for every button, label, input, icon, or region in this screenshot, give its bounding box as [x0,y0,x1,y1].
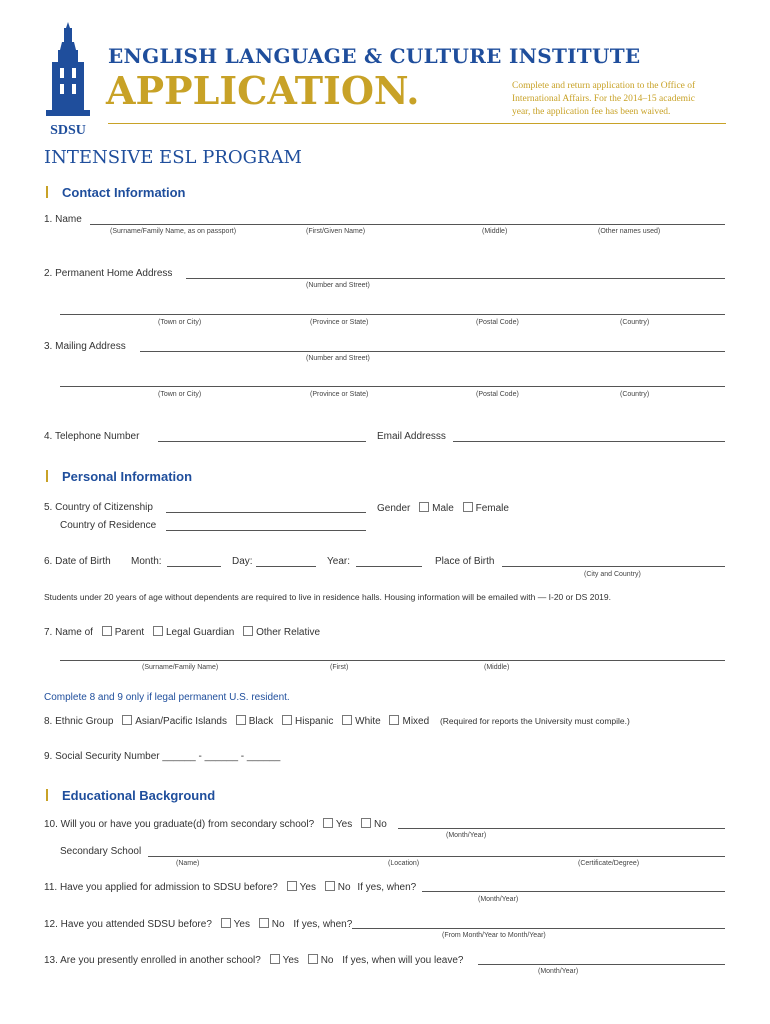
q13-no-checkbox[interactable] [308,954,318,964]
housing-note: Students under 20 years of age without dependents are required to live in residence halls. Housing information will be emailed with — I-20 or DS 2019. [44,592,611,602]
no-label: No [320,955,334,966]
mailing-address-field[interactable] [140,351,725,352]
ethnic-label: 8. Ethnic Group [44,716,114,727]
q10-group [44,818,387,830]
mailing-address-field-2[interactable] [60,386,725,387]
program-title: INTENSIVE ESL PROGRAM [44,147,302,168]
sub-label: (Province or State) [310,391,369,398]
option-label: Mixed [402,716,430,727]
q11-no-checkbox[interactable] [325,881,335,891]
when-label: If yes, when? [357,882,417,893]
relative-group [44,626,320,638]
sub-label: (Postal Code) [476,391,519,398]
sub-label: (First/Given Name) [306,228,366,235]
white-checkbox[interactable] [342,715,352,725]
sub-label: (Month/Year) [538,968,579,975]
sub-label: (Country) [620,391,650,398]
q13-yes-checkbox[interactable] [270,954,280,964]
application-title: APPLICATION. [106,68,420,113]
yes-label: Yes [233,919,250,930]
header-note: Complete and return application to the Office of International Affairs. For the 2014–15 academic year, the application fee has been waived. [512,81,696,117]
sub-label: (Location) [388,860,420,867]
section-bar [46,789,48,801]
female-label: Female [475,503,509,514]
ethnic-group [44,715,630,727]
sub-label: (Town or City) [158,319,202,326]
sub-label: (Middle) [484,664,510,671]
residence-field[interactable] [166,530,366,531]
q12-group [44,918,352,930]
sub-label: (Certificate/Degree) [578,860,640,867]
other-relative-label: Other Relative [256,627,321,638]
yes-label: Yes [335,819,353,830]
month-label: Month: [131,556,162,567]
place-of-birth-label: Place of Birth [435,556,495,567]
resident-note: Complete 8 and 9 only if legal permanent U.S. resident. [44,692,290,703]
black-checkbox[interactable] [236,715,246,725]
dob-label: 6. Date of Birth [44,556,111,567]
mailing-address-label: 3. Mailing Address [44,341,126,352]
sub-label: (Middle) [482,228,508,235]
male-checkbox[interactable] [419,502,429,512]
relative-name-field[interactable] [60,660,725,661]
sub-label: (Town or City) [158,391,202,398]
q10-yes-checkbox[interactable] [323,818,333,828]
ethnic-note: (Required for reports the University must compile.) [439,716,630,726]
secondary-school-label: Secondary School [60,846,142,857]
no-label: No [271,919,285,930]
month-field[interactable] [167,566,221,567]
institute-title: ENGLISH LANGUAGE & CULTURE INSTITUTE [108,44,641,68]
secondary-school-field[interactable] [148,856,725,857]
sub-label: (City and Country) [584,571,641,578]
citizenship-label: 5. Country of Citizenship [44,502,153,513]
home-address-field[interactable] [186,278,725,279]
q10-label: 10. Will you or have you graduate(d) from secondary school? [44,819,315,830]
year-label: Year: [327,556,350,567]
q11-label: 11. Have you applied for admission to SDSU before? [44,882,278,893]
sub-label: (Name) [176,860,200,867]
sub-label: (Surname/Family Name) [142,664,219,671]
sub-label: (Postal Code) [476,319,519,326]
yes-label: Yes [282,955,299,966]
place-of-birth-field[interactable] [502,566,725,567]
yes-label: Yes [299,882,316,893]
q11-yes-checkbox[interactable] [287,881,297,891]
name-label: 1. Name [44,214,82,225]
option-label: Asian/Pacific Islands [135,716,227,727]
sub-label: (First) [330,664,349,671]
gender-label: Gender [377,503,411,514]
q10-no-checkbox[interactable] [361,818,371,828]
asian-checkbox[interactable] [122,715,132,725]
legal-guardian-label: Legal Guardian [165,627,235,638]
q13-group [44,954,463,966]
citizenship-field[interactable] [166,512,366,513]
sub-label: (Number and Street) [306,355,370,362]
name-of-label: 7. Name of [44,627,93,638]
mixed-checkbox[interactable] [389,715,399,725]
section-bar [46,470,48,482]
home-address-label: 2. Permanent Home Address [44,268,173,279]
sdsu-logo [40,22,96,138]
logo-text: SDSU [50,123,86,138]
q12-yes-checkbox[interactable] [221,918,231,928]
sub-label: (Country) [620,319,650,326]
q12-field[interactable] [352,928,725,929]
section-bar [46,186,48,198]
sub-label: (Surname/Family Name, as on passport) [110,228,237,235]
section-personal: Personal Information [62,469,193,484]
name-field[interactable] [90,224,725,225]
email-label: Email Addresss [377,431,446,442]
residence-label: Country of Residence [60,520,157,531]
telephone-label: 4. Telephone Number [44,431,140,442]
q13-field[interactable] [478,964,725,965]
sub-label: (Province or State) [310,319,369,326]
q11-field[interactable] [422,891,725,892]
sub-label: (Other names used) [598,228,661,235]
male-label: Male [432,503,454,514]
hispanic-checkbox[interactable] [282,715,292,725]
sub-label: (Number and Street) [306,282,370,289]
gender-group [377,502,509,514]
parent-checkbox[interactable] [102,626,112,636]
female-checkbox[interactable] [463,502,473,512]
q11-group [44,881,416,893]
when-label: If yes, when? [293,919,353,930]
legal-guardian-checkbox[interactable] [153,626,163,636]
option-label: Hispanic [295,716,334,727]
q13-label: 13. Are you presently enrolled in another school? [44,955,261,966]
sub-label: (From Month/Year to Month/Year) [442,932,546,939]
tower-icon [40,22,96,118]
no-label: No [337,882,351,893]
sub-label: (Month/Year) [446,832,487,839]
home-address-field-2[interactable] [60,314,725,315]
q12-label: 12. Have you attended SDSU before? [44,919,212,930]
sub-label: (Month/Year) [478,896,519,903]
when-label: If yes, when will you leave? [342,955,464,966]
telephone-field[interactable] [158,441,366,442]
option-label: Black [248,716,274,727]
day-label: Day: [232,556,253,567]
day-field[interactable] [256,566,316,567]
year-field[interactable] [356,566,422,567]
option-label: White [355,716,381,727]
q12-no-checkbox[interactable] [259,918,269,928]
section-education: Educational Background [62,788,216,803]
q10-field[interactable] [398,828,725,829]
email-field[interactable] [453,441,725,442]
header-rule [108,123,726,124]
section-contact: Contact Information [62,185,186,200]
ssn-label[interactable]: 9. Social Security Number ______ - ______ - ______ [44,751,281,762]
other-relative-checkbox[interactable] [243,626,253,636]
parent-label: Parent [114,627,145,638]
no-label: No [374,819,387,830]
